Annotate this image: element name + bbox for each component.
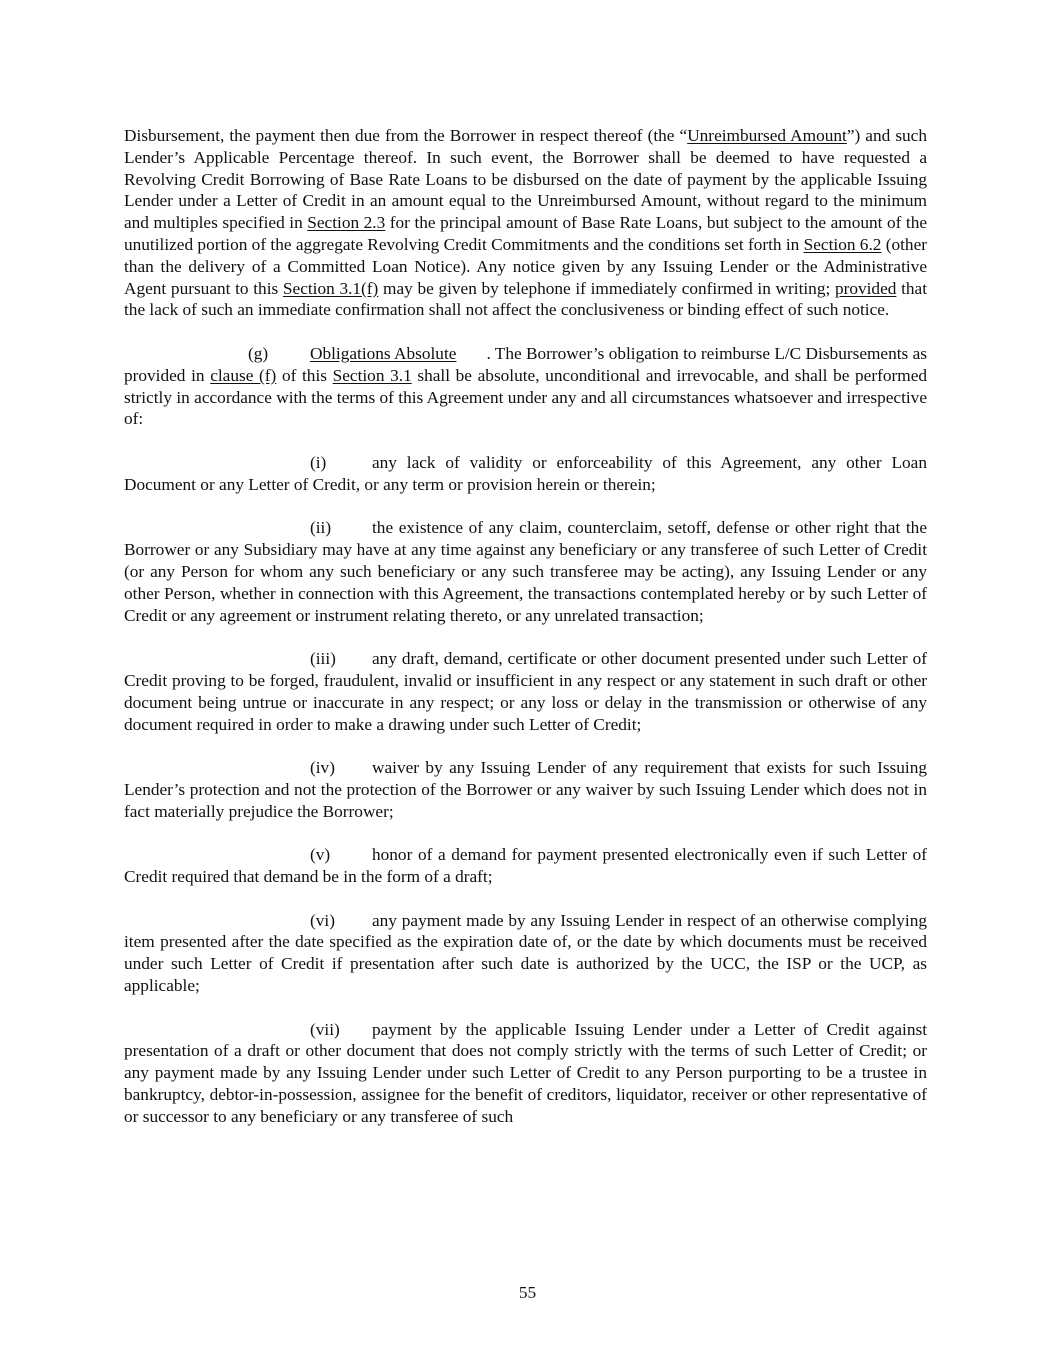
section-reference: Section 6.2: [803, 234, 882, 254]
text-run: . The Borrower’s obligation to reimburse L/C Disbursements as provided in: [124, 343, 927, 385]
list-item: [124, 844, 927, 888]
page-number: 55: [518, 1283, 537, 1302]
clause-reference: clause (f): [210, 365, 277, 385]
section-marker: (g): [248, 343, 269, 363]
text-run: of this: [276, 365, 333, 385]
text-run: shall be absolute, unconditional and irrevocable, and shall be performed strictly in accordance with the terms of this Agreement under any and all circumstances whatsoever and irrespective of:: [124, 365, 928, 429]
item-text: waiver by any Issuing Lender of any requirement that exists for such Issuing Lender’s protection and not the protection of the Borrower or any waiver by such Issuing Lender which does not in fact materially prejudice the Borrower;: [124, 758, 927, 821]
list-item: [124, 452, 927, 496]
item-text: any draft, demand, certificate or other document presented under such Letter of Credit proving to be forged, fraudulent, invalid or insufficient in any respect or any statement in such draft or other document being untrue or inaccurate in any respect; or any loss or delay in the transmission or otherwise of any document required in order to make a drawing under such Letter of Credit;: [124, 649, 927, 734]
section-heading: Obligations Absolute: [310, 343, 457, 363]
list-item: [124, 1019, 927, 1128]
text-run: (other than the delivery of a Committed Loan Notice). Any notice given by any Issuing Lender or the Administrative Agent pursuant to this: [124, 234, 927, 298]
item-text: any payment made by any Issuing Lender in respect of an otherwise complying item presented after the date specified as the expiration date of, or the date by which documents must be received under such Letter of Credit if presentation after such date is authorized by the UCC, the ISP or the UCP, as applicable;: [124, 910, 927, 996]
text-run: ”) and such Lender’s Applicable Percentage thereof. In such event, the Borrower shall be deemed to have requested a Revolving Credit Borrowing of Base Rate Loans to be disbursed on the date of payment by the applicable Issuing Lender under a Letter of Credit in an amount equal to the Unreimbursed Amount, without regard to the minimum and multiples specified in: [124, 126, 927, 233]
item-marker: (vii): [310, 1019, 340, 1039]
section-g-paragraph: [124, 343, 927, 430]
list-item: [124, 757, 927, 822]
item-marker: (ii): [310, 518, 332, 538]
page-body: [124, 125, 927, 1149]
section-reference: Section 2.3: [307, 213, 386, 233]
item-marker: (iv): [310, 758, 335, 778]
provided-term: provided: [834, 278, 897, 298]
item-text: honor of a demand for payment presented electronically even if such Letter of Credit required that demand be in the form of a draft;: [124, 845, 927, 887]
list-item: [124, 910, 927, 997]
text-run: for the principal amount of Base Rate Loans, but subject to the amount of the unutilized portion of the aggregate Revolving Credit Commitments and the conditions set forth in: [124, 213, 928, 254]
intro-paragraph: [124, 125, 927, 321]
section-reference: Section 3.1(f): [282, 278, 379, 298]
item-text: any lack of validity or enforceability of this Agreement, any other Loan Document or any Letter of Credit, or any term or provision herein or therein;: [124, 452, 927, 494]
item-marker: (iii): [310, 649, 336, 669]
text-run: may be given by telephone if immediately confirmed in writing;: [378, 278, 835, 298]
list-item: [124, 517, 927, 626]
section-reference: Section 3.1: [332, 365, 412, 385]
item-text: the existence of any claim, counterclaim, setoff, defense or other right that the Borrower or any Subsidiary may have at any time against any beneficiary or any transferee of such Letter of Credit (or any Person for whom any such beneficiary or any such transferee may be acting), any Issuing Lender or any other Person, whether in connection with this Agreement, the transactions contemplated hereby or by such Letter of Credit or any agreement or instrument relating thereto, or any unrelated transaction;: [124, 518, 927, 625]
item-marker: (v): [310, 845, 331, 865]
list-item: [124, 648, 927, 735]
defined-term-unreimbursed-amount: Unreimbursed Amount: [687, 126, 847, 145]
item-text: payment by the applicable Issuing Lender under a Letter of Credit against presentation of a draft or other document that does not comply strictly with the terms of such Letter of Credit; or any payment made by any Issuing Lender under such Letter of Credit to any Person purporting to be a trustee in bankruptcy, debtor-in-possession, assignee for the benefit of creditors, liquidator, receiver or other representative of or successor to any beneficiary or any transferee of such: [124, 1019, 927, 1126]
item-marker: (i): [310, 452, 327, 472]
text-run: Disbursement, the payment then due from the Borrower in respect thereof (the “: [124, 126, 688, 145]
item-marker: (vi): [310, 910, 335, 930]
text-run: that the lack of such an immediate confirmation shall not affect the conclusiveness or binding effect of such notice.: [124, 278, 927, 320]
